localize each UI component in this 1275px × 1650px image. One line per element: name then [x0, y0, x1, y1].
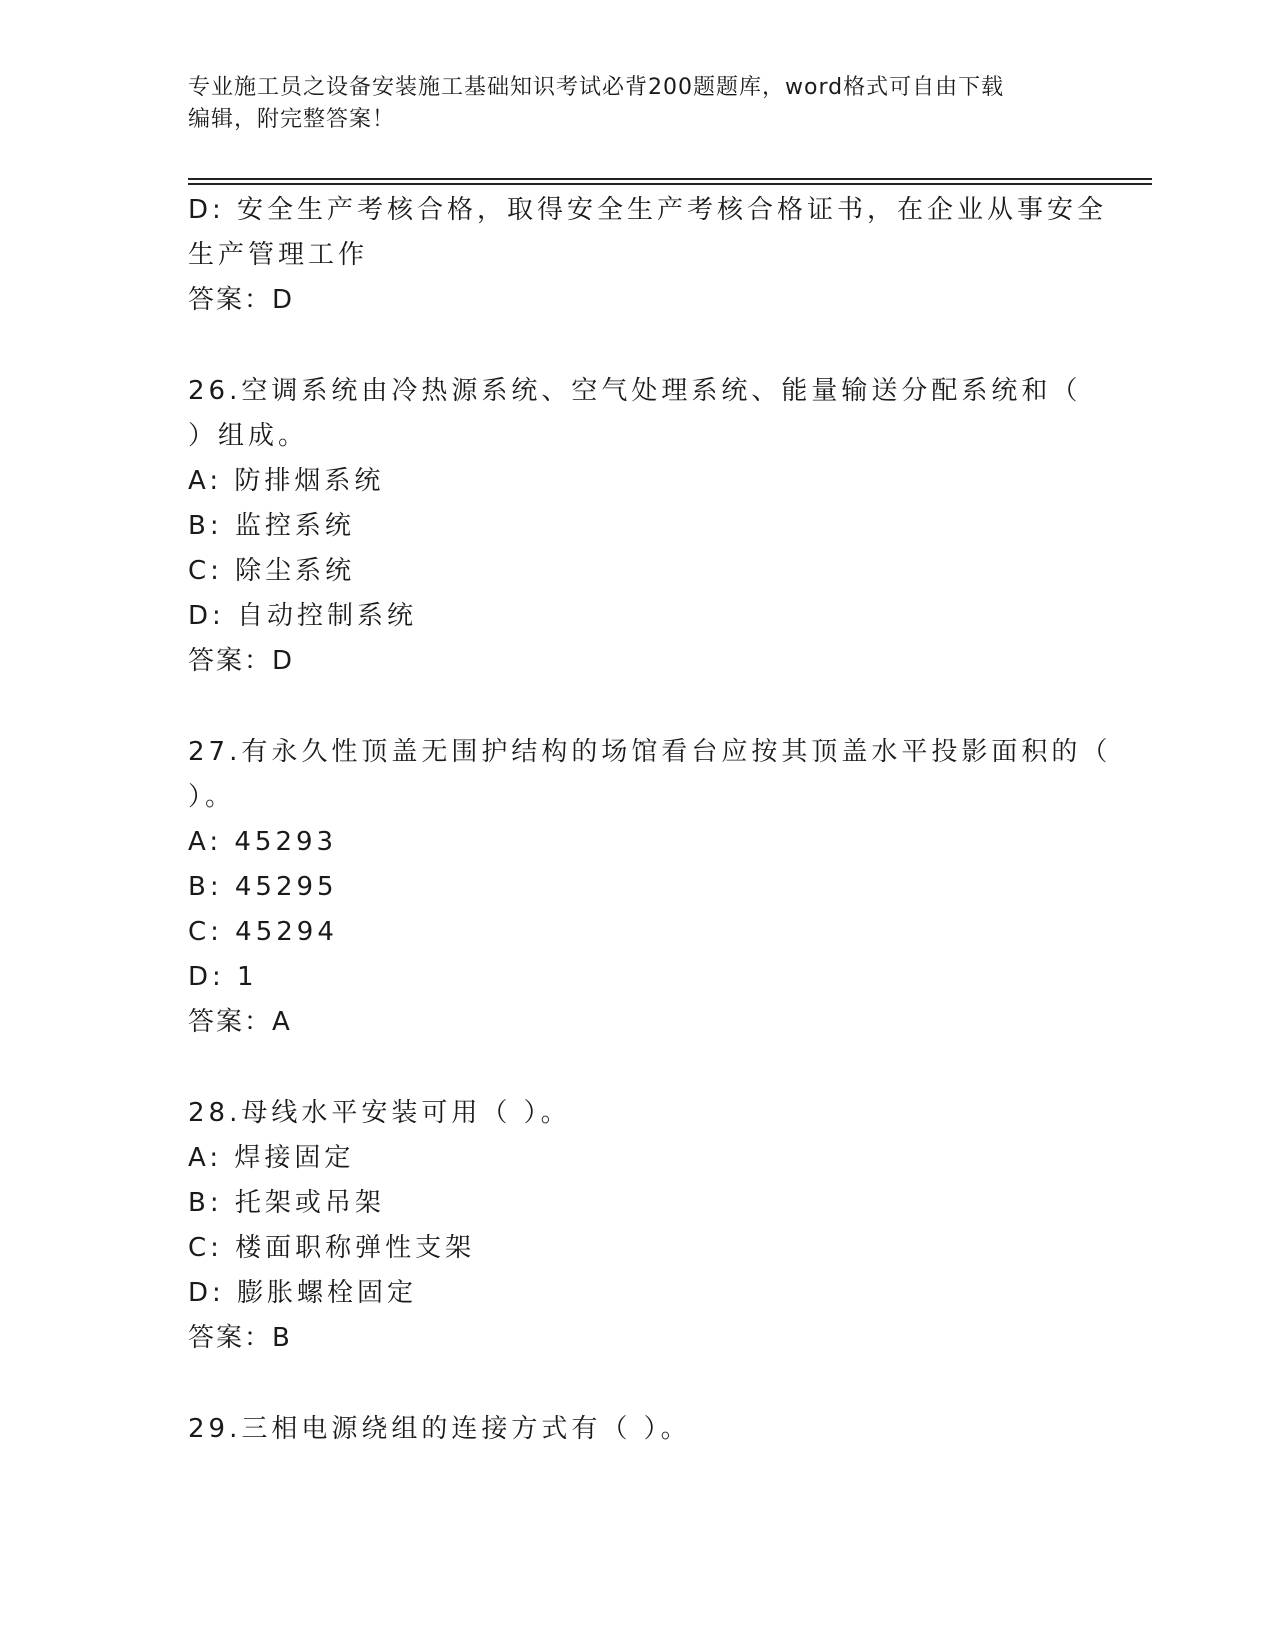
question-stem-continued: ）。	[188, 782, 236, 812]
option-c: C: 楼面职称弹性支架	[188, 1233, 476, 1263]
option-d: D: 安全生产考核合格，取得安全生产考核合格证书，在企业从事安全	[188, 195, 1108, 225]
question-28	[188, 1091, 1088, 1361]
spacer	[188, 323, 1088, 369]
header-title-line-1: 专业施工员之设备安装施工基础知识考试必背200题题库，word格式可自由下载	[188, 75, 1005, 100]
header-title-line-2: 编辑，附完整答案！	[188, 107, 396, 132]
option-b: B: 监控系统	[188, 511, 355, 541]
question-stem: 29.三相电源绕组的连接方式有（ ）。	[188, 1414, 691, 1444]
question-stem-continued: ）组成。	[188, 421, 309, 451]
option-d: D: 膨胀螺栓固定	[188, 1278, 418, 1308]
question-26	[188, 369, 1088, 684]
header-divider-bottom	[188, 183, 1152, 185]
option-a: A: 焊接固定	[188, 1143, 355, 1173]
option-a: A: 防排烟系统	[188, 466, 385, 496]
option-c: C: 除尘系统	[188, 556, 356, 586]
question-29	[188, 1407, 1088, 1452]
question-25-tail	[188, 188, 1108, 323]
answer-line: 答案：D	[188, 285, 295, 315]
option-d: D: 1	[188, 962, 258, 992]
option-d-continued: 生产管理工作	[188, 240, 369, 270]
spacer	[188, 1361, 1088, 1407]
answer-line: 答案：A	[188, 1007, 292, 1037]
spacer	[188, 684, 1088, 730]
spacer	[188, 1045, 1088, 1091]
option-b: B: 托架或吊架	[188, 1188, 385, 1218]
option-c: C: 45294	[188, 917, 338, 947]
answer-line: 答案：B	[188, 1323, 292, 1353]
option-b: B: 45295	[188, 872, 338, 902]
answer-line: 答案：D	[188, 646, 295, 676]
question-stem: 26.空调系统由冷热源系统、空气处理系统、能量输送分配系统和（	[188, 376, 1082, 406]
question-list	[188, 188, 1112, 1452]
option-a: A: 45293	[188, 827, 338, 857]
document-header	[188, 72, 1088, 136]
question-27	[188, 730, 1112, 1045]
header-divider-top	[188, 178, 1152, 180]
question-stem: 28.母线水平安装可用（ ）。	[188, 1098, 571, 1128]
question-stem: 27.有永久性顶盖无围护结构的场馆看台应按其顶盖水平投影面积的（	[188, 737, 1112, 767]
option-d: D: 自动控制系统	[188, 601, 418, 631]
